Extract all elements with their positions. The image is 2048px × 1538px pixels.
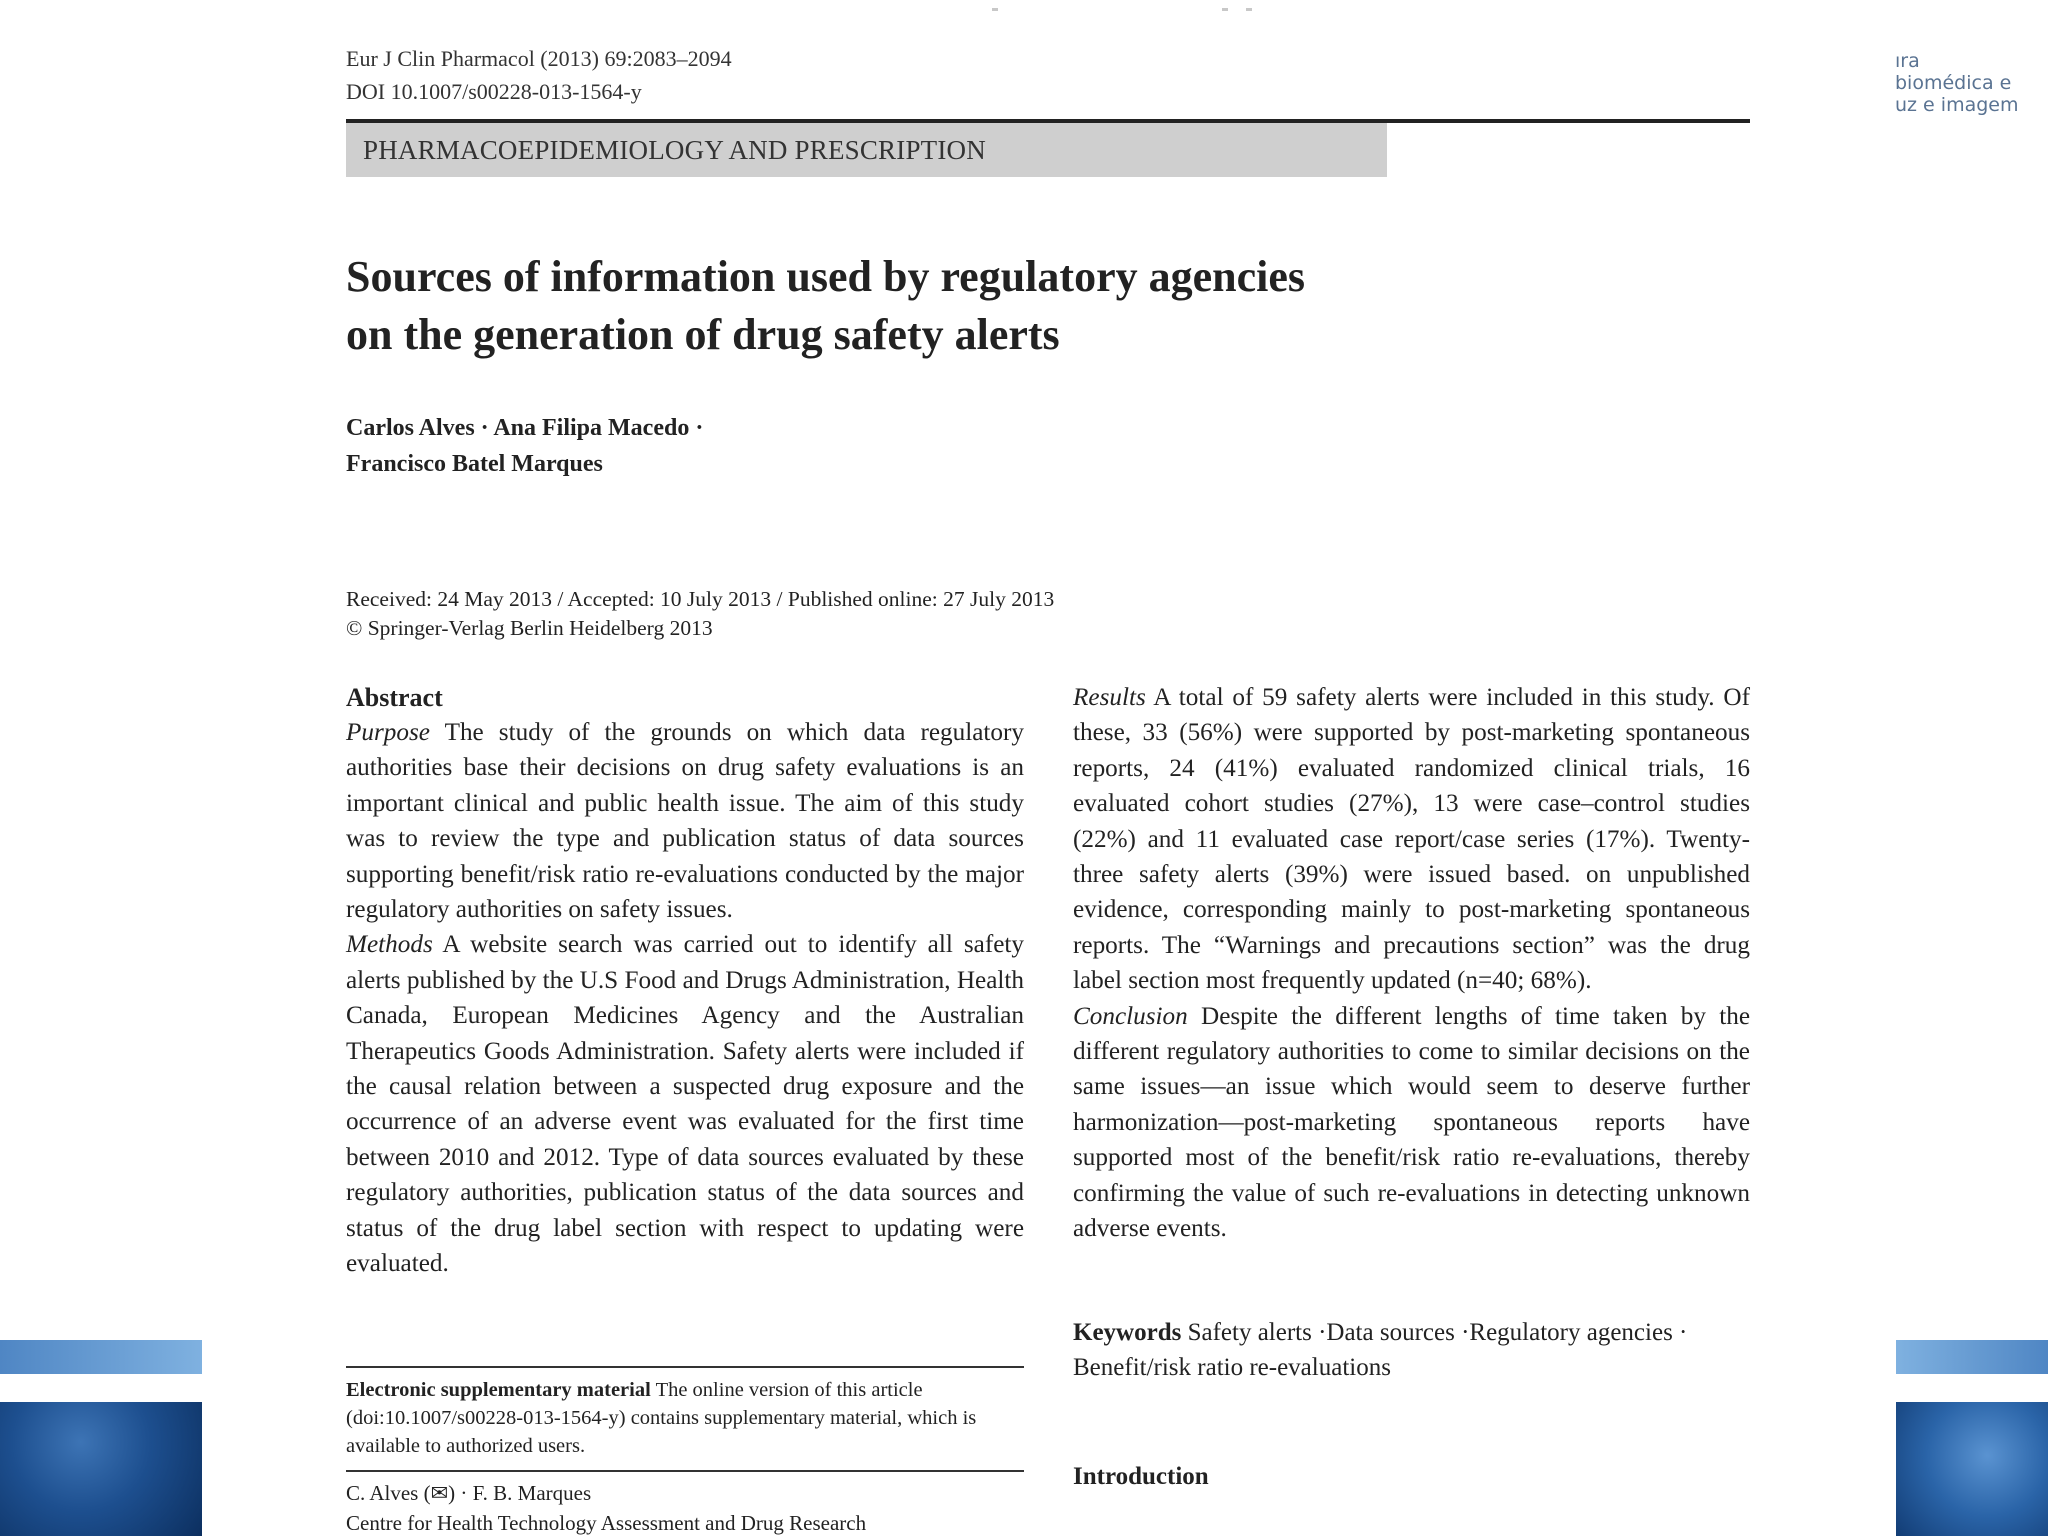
introduction-heading: Introduction: [1073, 1463, 1209, 1490]
abstract-left-column: [346, 680, 1024, 1282]
article-title: [346, 248, 1546, 364]
keywords-text: Safety alerts ·Data sources ·Regulatory agencies · Benefit/risk ratio re-evaluations: [1073, 1319, 1688, 1381]
affiliation: [346, 1478, 1024, 1538]
abstract-methods: [346, 927, 1024, 1281]
conclusion-label: Conclusion: [1073, 1002, 1188, 1030]
footnote-rule: [346, 1366, 1024, 1368]
publication-history: Received: 24 May 2013 / Accepted: 10 July 2013 / Published online: 27 July 2013: [346, 587, 1055, 611]
affiliation-institution: Centre for Health Technology Assessment and Drug Research: [346, 1511, 867, 1535]
affiliation-rule: [346, 1470, 1024, 1472]
purpose-label: Purpose: [346, 719, 430, 746]
author-list: [346, 410, 703, 482]
conclusion-text: Despite the different lengths of time taken by the different regulatory authorities to come to similar decisions on the same issues—an issue which would seem to deserve further harmonization—post-marketing spontaneous reports have supported most of the benefit/risk ratio re-evaluations, thereby confirming the value of such re-evaluations in detecting unknown adverse events.: [1073, 1002, 1750, 1243]
side-logo: [1895, 50, 2048, 116]
section-label: PHARMACOEPIDEMIOLOGY AND PRESCRIPTION: [346, 123, 1387, 177]
abstract-right-column: [1073, 680, 1750, 1247]
methods-label: Methods: [346, 931, 433, 959]
background-image-right: [1896, 1402, 2048, 1536]
publication-dates: [346, 585, 1054, 643]
abstract-conclusion: [1073, 999, 1750, 1247]
side-logo-line: ıra: [1895, 50, 1920, 72]
top-mark: [1222, 8, 1228, 11]
side-logo-line: uz e imagem: [1895, 94, 2019, 116]
background-strip-left: [0, 1340, 202, 1374]
supplementary-label: Electronic supplementary material: [346, 1379, 651, 1401]
abstract-results: [1073, 680, 1750, 999]
abstract-purpose: [346, 715, 1024, 927]
keywords-label: Keywords: [1073, 1319, 1182, 1346]
journal-header: [346, 42, 732, 108]
keywords: [1073, 1315, 1750, 1385]
title-line: Sources of information used by regulatory agencies: [346, 252, 1305, 301]
background-image-left: [0, 1402, 202, 1536]
author-line: Carlos Alves · Ana Filipa Macedo ·: [346, 415, 704, 441]
journal-citation: Eur J Clin Pharmacol (2013) 69:2083–2094: [346, 46, 732, 71]
title-line: on the generation of drug safety alerts: [346, 310, 1060, 359]
affiliation-authors: C. Alves (✉) · F. B. Marques: [346, 1481, 592, 1505]
purpose-text: The study of the grounds on which data regulatory authorities base their decisions on drug safety evaluations is an important clinical and public health issue. The aim of this study was to review the type and publication status of data sources supporting benefit/risk ratio re-evaluations conducted by the major regulatory authorities on safety issues.: [346, 719, 1024, 924]
supplementary-note: [346, 1376, 1024, 1460]
top-mark: [992, 8, 998, 11]
methods-text: A website search was carried out to identify all safety alerts published by the U.S Food and Drugs Administration, Health Canada, European Medicines Agency and the Australian Therapeutics Goods Administration. Safety alerts were included if the causal relation between a suspected drug exposure and the occurrence of an adverse event was evaluated for the first time between 2010 and 2012. Type of data sources evaluated by these regulatory authorities, publication status of the data sources and status of the drug label section with respect to updating were evaluated.: [346, 931, 1024, 1278]
copyright-notice: © Springer-Verlag Berlin Heidelberg 2013: [346, 616, 713, 640]
side-logo-line: biomédica e: [1895, 72, 2012, 94]
results-label: Results: [1073, 684, 1146, 711]
supplementary-text: The online version of this article (doi:10.1007/s00228-013-1564-y) contains supplementary material, which is available to authorized users.: [346, 1379, 977, 1457]
results-text: A total of 59 safety alerts were included in this study. Of these, 33 (56%) were supported by post-marketing spontaneous reports, 24 (41%) evaluated randomized clinical trials, 16 evaluated cohort studies (27%), 13 were case–control studies (22%) and 11 evaluated case report/case series (17%). Twenty-three safety alerts (39%) were issued based. on unpublished evidence, corresponding mainly to post-marketing spontaneous reports. The “Warnings and precautions section” was the drug label section most frequently updated (n=40; 68%).: [1073, 684, 1750, 995]
abstract-heading: Abstract: [346, 683, 443, 712]
journal-doi: DOI 10.1007/s00228-013-1564-y: [346, 79, 642, 104]
author-line: Francisco Batel Marques: [346, 451, 603, 477]
background-strip-right: [1896, 1340, 2048, 1374]
top-mark: [1246, 8, 1252, 11]
